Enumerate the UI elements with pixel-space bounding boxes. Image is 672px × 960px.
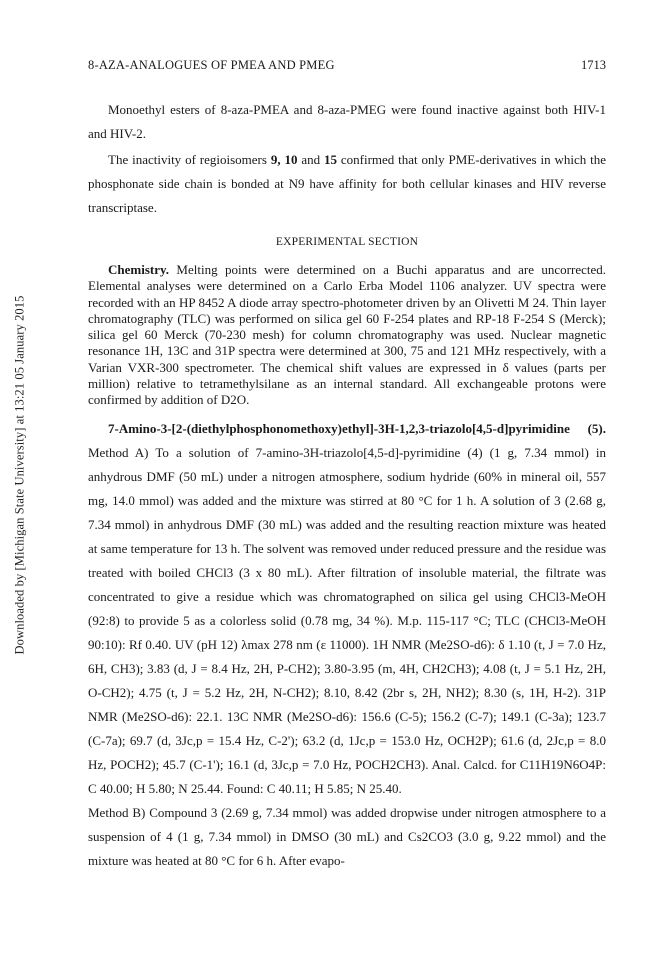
page-header (88, 58, 606, 80)
chemistry-text: Melting points were determined on a Buchi apparatus and are uncorrected. Elemental analyses were determined on a Carlo Erba Model 1106 analyzer. UV spectra were recorded with an HP 8452 A diode array spectro-photometer driven by an Olivetti M 24. Thin layer chromatography (TLC) was performed on silica gel 60 F-254 plates and RP-18 F-254 S (Merck); silica gel 60 Merck (70-230 mesh) for column chromatography was used. Nuclear magnetic resonance 1H, 13C and 31P spectra were determined at 300, 75 and 121 MHz respectively, with a Varian VXR-300 spectrometer. The chemical shift values are expressed in δ values (parts per million) relative to tetramethylsilane as an internal standard. All exchangeable protons were confirmed by addition of D2O. (88, 262, 606, 408)
section-heading: EXPERIMENTAL SECTION (275, 236, 419, 248)
paragraph-regioisomers (88, 148, 606, 220)
paragraph-method-a (88, 417, 606, 801)
running-title: 8-AZA-ANALOGUES OF PMEA AND PMEG (88, 58, 335, 72)
paragraph-text: The inactivity of regioisomers (108, 152, 271, 167)
download-watermark (2, 250, 38, 700)
download-note: Downloaded by [Michigan State University] at 13:21 05 January 2015 (12, 295, 27, 655)
paragraph-method-b: Method B) Compound 3 (2.69 g, 7.34 mmol) was added dropwise under nitrogen atmosphere to a suspension of 4 (1 g, 7.34 mmol) in DMSO (30 mL) and Cs2CO3 (3.0 g, 9.22 mmol) and the mixture was heated at 80 °C for 6 h. After evapo- (88, 804, 606, 868)
compound-ref: 9, 10 (270, 152, 298, 167)
compound-title: 7-Amino-3-[2-(diethylphosphonomethoxy)ethyl]-3H-1,2,3-triazolo[4,5-d]pyrimidine (5). (108, 420, 606, 436)
paragraph-chemistry (88, 262, 606, 409)
paragraph-text: confirmed that only PME-derivatives in which the phosphonate side chain is bonded at N9 have affinity for both cellular kinases and HIV reverse transcriptase. (88, 152, 607, 215)
page-number: 1713 (581, 58, 606, 72)
compound-ref: 15 (323, 152, 337, 167)
page-body (88, 98, 606, 873)
paragraph-text: and (297, 152, 324, 167)
method-a-text: Method A) To a solution of 7-amino-3H-triazolo[4,5-d]-pyrimidine (4) (1 g, 7.34 mmol) in anhydrous DMF (50 mL) under a nitrogen atmosphere, sodium hydride (60% in mineral oil, 557 mg, 14.0 mmol) was added and the mixture was stirred at 80 °C for 1 h. A solution of 3 (2.68 g, 7.34 mmol) in anhydrous DMF (30 mL) was added and the resulting reaction mixture was heated at same temperature for 13 h. The solvent was removed under reduced pressure and the residue was treated with boiled CHCl3 (3 x 80 mL). After filtration of insoluble material, the filtrate was concentrated to give a residue which was chromatographed on silica gel using CHCl3-MeOH (92:8) to provide 5 as a colorless solid (0.78 mg, 34 %). M.p. 115-117 °C; TLC (CHCl3-MeOH 90:10): Rf 0.40. UV (pH 12) λmax 278 nm (ε 11000). 1H NMR (Me2SO-d6): δ 1.10 (t, J = 7.0 Hz, 6H, CH3); 3.83 (d, J = 8.4 Hz, 2H, P-CH2); 3.80-3.95 (m, 4H, CH2CH3); 4.08 (t, J = 5.1 Hz, 2H, O-CH2); 4.75 (t, J = 5.2 Hz, 2H, N-CH2); 8.10, 8.42 (2br s, 2H, NH2); 8.30 (s, 1H, H-2). 31P NMR (Me2SO-d6): 22.1. 13C NMR (Me2SO-d6): 156.6 (C-5); 156.2 (C-7); 149.1 (C-3a); 123.7 (C-7a); 69.7 (d, 3Jc,p = 15.4 Hz, C-2'); 63.2 (d, 1Jc,p = 153.0 Hz, OCH2P); 61.6 (d, 2Jc,p = 8.0 Hz, POCH2); 45.7 (C-1'); 16.1 (d, 3Jc,p = 7.0 Hz, POCH2CH3). Anal. Calcd. for C11H19N6O4P: C 40.00; H 5.80; N 25.44. Found: C 40.11; H 5.85; N 25.40. (88, 444, 606, 796)
chemistry-label: Chemistry. (108, 262, 170, 277)
paragraph-inactive-esters: Monoethyl esters of 8-aza-PMEA and 8-aza-PMEG were found inactive against both HIV-1 and HIV-2. (88, 102, 606, 141)
